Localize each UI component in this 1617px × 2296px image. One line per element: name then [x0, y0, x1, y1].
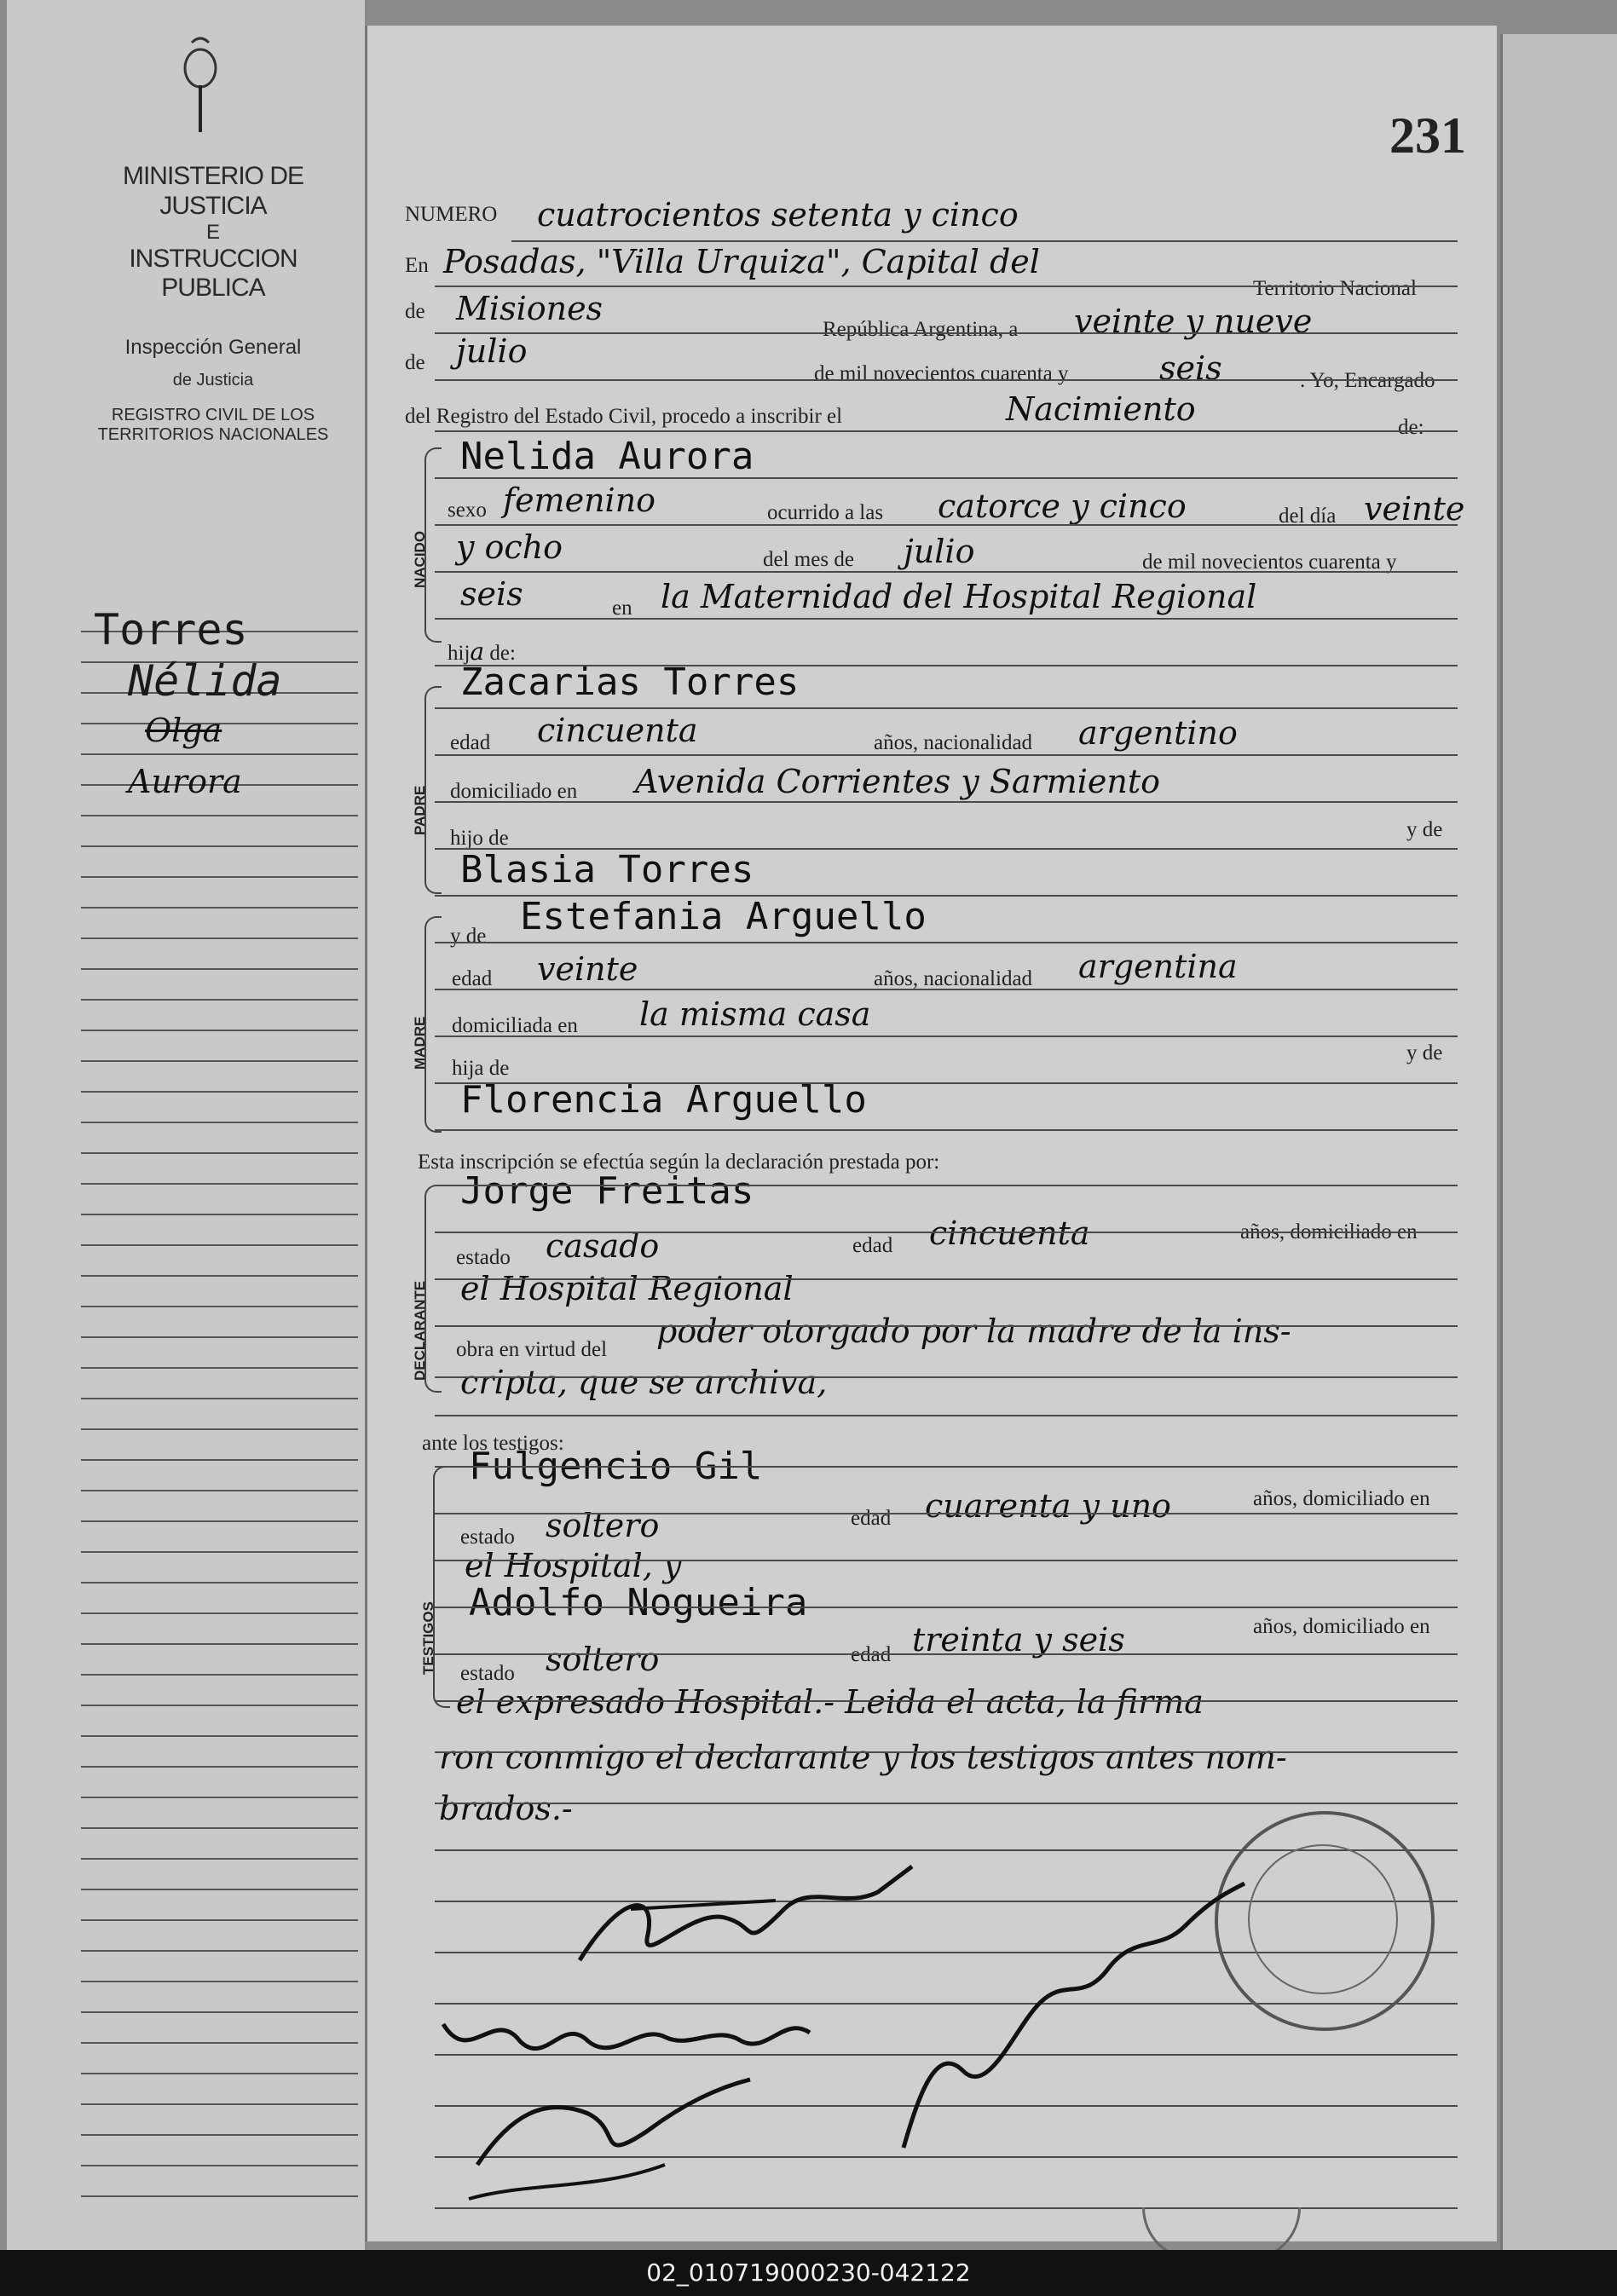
page-rule [435, 1185, 1458, 1186]
numero-label: NUMERO [405, 203, 498, 226]
margin-rule [81, 1275, 358, 1277]
page-rule [435, 571, 1458, 573]
ocurrido-label: ocurrido a las [767, 501, 884, 524]
margin-rule [81, 2103, 358, 2105]
margin-rule [81, 2134, 358, 2136]
margin-rule [81, 1428, 358, 1430]
header-line: MINISTERIO DE JUSTICIA [122, 162, 303, 220]
anio-inscripcion: seis [1159, 349, 1222, 387]
header-line: E [205, 221, 220, 244]
page-rule [435, 1036, 1458, 1037]
page-rule [435, 1129, 1458, 1131]
margin-rule [81, 1735, 358, 1737]
hora-value: catorce y cinco [938, 487, 1187, 525]
obra-label: obra en virtud del [456, 1338, 608, 1361]
testigo2-domicilio: el expresado Hospital.- Leida el acta, la firma [456, 1683, 1204, 1721]
hijo-text: hij [448, 642, 471, 665]
territorio-label: Territorio Nacional [1253, 277, 1417, 300]
dia-value-cont: y ocho [456, 528, 563, 566]
madre-nombre: Estefania Arguello [520, 895, 927, 938]
page-rule [435, 1803, 1458, 1804]
margin-given-name: Nélida [128, 656, 282, 706]
page-rule [435, 1700, 1458, 1702]
margin-rule [81, 1919, 358, 1921]
page-rule [435, 1232, 1458, 1233]
padre-nac-label: años, nacionalidad [874, 731, 1033, 754]
page-rule [435, 1751, 1458, 1753]
page-rule [435, 618, 1458, 620]
madre-nacionalidad: argentina [1078, 948, 1238, 985]
page-rule [435, 989, 1458, 990]
de-label: de [405, 300, 425, 323]
margin-struck-name: Olga [145, 712, 222, 749]
page-rule [435, 379, 1458, 381]
coat-of-arms-icon [175, 34, 226, 136]
margin-rule [81, 937, 358, 939]
page-rule [435, 1415, 1458, 1416]
margin-rule [81, 907, 358, 909]
lugar-nacimiento: la Maternidad del Hospital Regional [661, 578, 1257, 615]
declarante-signature [554, 1858, 938, 1986]
declaracion-intro: Esta inscripción se efectúa según la declaración prestada por: [418, 1151, 940, 1174]
encargado-signature [886, 1875, 1253, 2156]
madre-edad: veinte [537, 950, 638, 988]
margin-rule [81, 1981, 358, 1982]
registro-label: del Registro del Estado Civil, procedo a inscribir el [405, 405, 843, 428]
declarante-dom-label: años, domiciliado en [1240, 1220, 1418, 1243]
page-rule [435, 665, 1458, 666]
folio-number: 231 [1389, 107, 1466, 164]
sexo-label: sexo [448, 499, 487, 522]
margin-rule [81, 2195, 358, 2197]
margin-rule [81, 1244, 358, 1246]
margin-rule [81, 1030, 358, 1031]
numero-value: cuatrocientos setenta y cinco [537, 196, 1019, 234]
margin-rule [81, 2011, 358, 2013]
header-line: Inspección General [124, 335, 302, 359]
padre-edad: cincuenta [537, 712, 698, 749]
dia-value: veinte [1364, 490, 1465, 528]
margin-rule [81, 1551, 358, 1553]
testigo2-estado-label: estado [460, 1662, 515, 1685]
padre-nombre: Zacarias Torres [460, 661, 800, 704]
mes-inscripcion: julio [456, 332, 528, 370]
obra-texto-1: poder otorgado por la madre de la ins- [656, 1312, 1291, 1350]
margin-rule [81, 2165, 358, 2166]
padre-side-label: PADRE [412, 785, 428, 835]
page-rule [435, 286, 1458, 287]
lugar-value: Posadas, "Villa Urquiza", Capital del [443, 243, 1040, 280]
padre-edad-label: edad [450, 731, 491, 754]
abuela-paterna: Blasia Torres [460, 848, 754, 891]
mil-label-2: de mil novecientos cuarenta y [1142, 551, 1397, 574]
hijo-suffix: a [470, 637, 485, 666]
page-rule [435, 1653, 1458, 1655]
testigo1-edad: cuarenta y uno [925, 1487, 1171, 1525]
margin-rule [81, 1520, 358, 1522]
testigos-intro: ante los testigos: [422, 1432, 564, 1455]
header-line: TERRITORIOS NACIONALES [97, 425, 329, 445]
margin-rule [81, 1674, 358, 1676]
acto-value: Nacimiento [1006, 390, 1196, 428]
anio-value: seis [460, 575, 523, 613]
margin-rule [81, 1858, 358, 1860]
declarante-side-label: DECLARANTE [412, 1280, 428, 1381]
testigo2-dom-label: años, domiciliado en [1253, 1615, 1430, 1638]
madre-nac-label: años, nacionalidad [874, 967, 1033, 990]
testigo2-signature [460, 2062, 784, 2216]
padre-hijo-de-label: hijo de [450, 827, 509, 850]
margin-rule [81, 1643, 358, 1645]
margin-rule [81, 1336, 358, 1338]
margin-rule [81, 1091, 358, 1093]
de-label-3: de: [1398, 416, 1424, 439]
margin-rule [81, 1827, 358, 1829]
margin-rule [81, 1122, 358, 1123]
testigos-side-label: TESTIGOS [420, 1601, 436, 1675]
margin-rule [81, 999, 358, 1001]
page-rule [435, 477, 1458, 479]
margin-rule [81, 876, 358, 878]
nacido-side-label: NACIDO [412, 530, 428, 588]
padre-dom-label: domiciliado en [450, 780, 578, 803]
page-rule [435, 1466, 1458, 1468]
margin-rule [81, 1152, 358, 1154]
page-rule [435, 1513, 1458, 1514]
declarante-nombre: Jorge Freitas [460, 1169, 754, 1213]
encargado-label: . Yo, Encargado [1300, 369, 1435, 392]
dia-inscripcion: veinte y nueve [1074, 303, 1313, 340]
declarante-estado: casado [546, 1227, 660, 1265]
margin-rule [81, 1889, 358, 1890]
testigo2-edad-label: edad [851, 1643, 892, 1666]
hijo-de-text: de: [484, 642, 516, 665]
margin-rule [81, 1612, 358, 1614]
declarante-domicilio: el Hospital Regional [460, 1270, 794, 1307]
next-page-edge [1500, 34, 1617, 2250]
mes-value: julio [904, 533, 975, 570]
madre-y-de-label: y de [450, 925, 487, 948]
padre-nacionalidad: argentino [1078, 714, 1238, 752]
page-rule [435, 1376, 1458, 1378]
margin-rule [81, 2073, 358, 2074]
margin-rule [81, 1766, 358, 1768]
page-rule [435, 942, 1458, 943]
testigo1-estado: soltero [546, 1507, 660, 1544]
image-caption: 02_010719000230-042122 [0, 2250, 1617, 2296]
testigo1-dom-label: años, domiciliado en [1253, 1487, 1430, 1510]
header-line: INSTRUCCION PUBLICA [129, 244, 297, 303]
margin-rule [81, 968, 358, 970]
padre-domicilio: Avenida Corrientes y Sarmiento [635, 763, 1160, 800]
testigo2-estado: soltero [546, 1641, 660, 1678]
margin-rule [81, 815, 358, 816]
page-rule [435, 848, 1458, 850]
header-line: de Justicia [172, 371, 254, 390]
margin-rule [81, 1183, 358, 1185]
margin-rule [81, 753, 358, 755]
margin-rule [81, 1705, 358, 1706]
margin-rule [81, 1306, 358, 1307]
cierre-texto-1: ron conmigo el declarante y los testigos antes nom- [439, 1739, 1287, 1776]
obra-texto-2: cripta, que se archiva, [460, 1364, 828, 1401]
page-rule [435, 754, 1458, 756]
testigo1-nombre: Fulgencio Gil [469, 1445, 763, 1488]
padre-y-de-label: y de [1406, 818, 1443, 841]
rule [511, 240, 1458, 242]
seal-inner-ring [1248, 1844, 1398, 1994]
margin-rule [81, 2042, 358, 2044]
margin-surname: Torres [94, 605, 248, 655]
page-rule [435, 524, 1458, 526]
sexo-value: femenino [503, 482, 656, 519]
madre-edad-label: edad [452, 967, 493, 990]
margin-rule [81, 1490, 358, 1491]
margin-ruled-lines [81, 631, 358, 2226]
madre-hija-de-label: hija de [452, 1057, 510, 1080]
territorio-value: Misiones [456, 290, 603, 327]
page-rule [435, 1607, 1458, 1608]
page-rule [435, 1325, 1458, 1327]
margin-rule [81, 1950, 358, 1952]
nombre-inscripto: Nelida Aurora [460, 435, 754, 478]
margin-rule [81, 1582, 358, 1584]
testigo1-estado-label: estado [460, 1526, 515, 1549]
testigo1-domicilio: el Hospital, y [465, 1547, 682, 1584]
margin-rule [81, 1060, 358, 1062]
testigo2-edad: treinta y seis [912, 1621, 1125, 1659]
madre-side-label: MADRE [412, 1016, 428, 1070]
page-rule [435, 1560, 1458, 1561]
dia-label: del día [1279, 505, 1337, 528]
page-rule [435, 1082, 1458, 1084]
page-rule [435, 332, 1458, 334]
margin-rule [81, 1367, 358, 1369]
margin-rule [81, 845, 358, 847]
margin-rule [81, 1214, 358, 1215]
testigo2-nombre: Adolfo Nogueira [469, 1581, 808, 1624]
ministry-header [77, 162, 349, 445]
page-rule [435, 707, 1458, 709]
mes-label: del mes de [763, 548, 854, 571]
declarante-edad: cincuenta [929, 1214, 1090, 1252]
abuela-materna: Florencia Arguello [460, 1078, 867, 1122]
madre-domicilio: la misma casa [639, 995, 871, 1033]
testigo1-edad-label: edad [851, 1507, 892, 1530]
page-rule [435, 1278, 1458, 1280]
header-line: REGISTRO CIVIL DE LOS [111, 406, 315, 425]
en-label: En [405, 254, 429, 277]
margin-given-name-2: Aurora [128, 763, 242, 800]
margin-rule [81, 1398, 358, 1399]
page-rule [435, 430, 1458, 432]
en-label-2: en [612, 597, 632, 620]
madre-dom-label: domiciliada en [452, 1014, 578, 1037]
declarante-estado-label: estado [456, 1246, 511, 1269]
republica-label: República Argentina, a [823, 318, 1019, 341]
de-label-2: de [405, 351, 425, 374]
margin-rule [81, 1797, 358, 1798]
madre-y-de-label-2: y de [1406, 1041, 1443, 1064]
page-rule [435, 801, 1458, 803]
page-rule [435, 895, 1458, 897]
mil-label: de mil novecientos cuarenta y [814, 362, 1069, 385]
cierre-texto-2: brados.- [439, 1790, 573, 1827]
margin-rule [81, 1459, 358, 1461]
declarante-edad-label: edad [852, 1234, 893, 1257]
